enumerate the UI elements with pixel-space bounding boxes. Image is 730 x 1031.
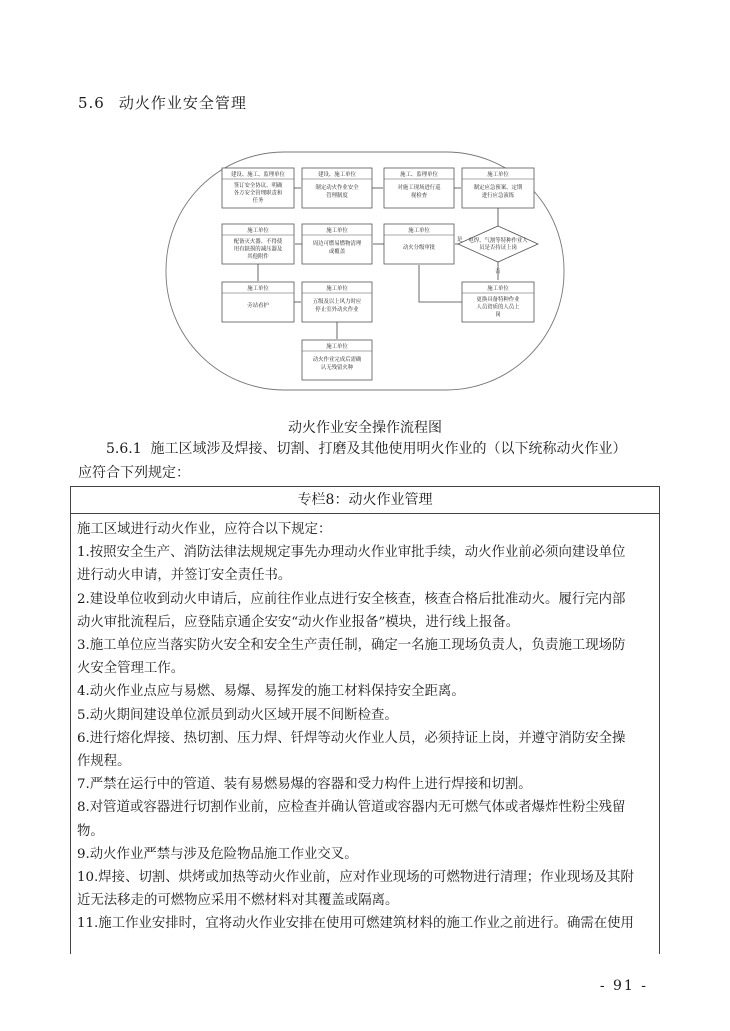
box-line: 5.动火期间建设单位派员到动火区域开展不间断检查。: [77, 707, 398, 723]
flow-node-line: 管理制度: [326, 193, 348, 199]
box-line: 施工区域进行动火作业，应符合以下规定：: [77, 522, 332, 537]
flow-node-line: 动火分级审批: [402, 245, 436, 251]
box-line: 11.施工作业安排时，宜将动火作业安排在使用可燃建筑材料的施工作业之前进行。确需在使用: [77, 916, 634, 932]
box-line: 进行动火申请，并签订安全责任书。: [77, 568, 292, 584]
flow-node-clear-combustibles: [302, 224, 372, 264]
flow-node-line: 五级及以上风力时应: [312, 299, 362, 305]
flow-node-head: 施工单位: [326, 344, 348, 350]
flow-node-head: 施工单位: [487, 172, 509, 178]
flow-node-line: 人员资质的人员上: [476, 304, 520, 311]
flow-node-head: 施工单位: [408, 228, 430, 234]
box-line: 动火审批流程后，应登陆京通企安安“动火作业报备”模块，进行线上报备。: [77, 614, 520, 630]
box-line: 10.焊接、切割、烘烤或加热等动火作业前，应对作业现场的可燃物进行清理；作业现场及其附: [77, 870, 634, 886]
figure-caption: 动火作业安全操作流程图: [288, 420, 442, 436]
box-line: 物。: [77, 823, 104, 839]
flow-node-replace-personnel: [462, 282, 534, 322]
flow-node-line: 岗: [495, 312, 501, 318]
box-line: 作规程。: [77, 754, 131, 770]
flow-node-line: 制定动火作业安全: [315, 185, 359, 191]
flow-node-confirm-no-fire: [302, 340, 372, 380]
clause-text: 施工区域涉及焊接、切割、打磨及其他使用明火作业的（以下统称动火作业）应符合下列规定：: [78, 441, 627, 481]
column-box: [70, 486, 660, 954]
flow-node-site-inspection: [384, 168, 454, 208]
flow-node-line: 视检查: [410, 193, 428, 199]
flow-node-head: 施工单位: [247, 228, 269, 234]
section-number: 5.6: [78, 94, 105, 112]
box-line: 2.建设单位收到动火申请后，应前往作业点进行安全核查，核查合格后批准动火。履行完内部: [77, 591, 626, 607]
flow-node-line: 配备灭火器、不得使: [233, 239, 283, 245]
flow-yes-label: 是: [457, 237, 463, 243]
section-title: 动火作业安全管理: [118, 94, 247, 112]
page-number: - 91 -: [599, 978, 648, 994]
flow-node-line: 制定应急预案、定期: [473, 185, 523, 191]
flow-node-safety-system: [302, 168, 372, 208]
flow-node-line: 任务: [252, 198, 264, 204]
clause-number: 5.6.1: [106, 441, 142, 457]
column-box-title: 专栏8：动火作业管理: [71, 487, 659, 514]
flow-node-line: 电焊、气割等特种作业人: [468, 238, 528, 244]
flow-node-line: 周边可燃易燃物清理: [312, 241, 362, 247]
flow-node-line: 各方安全管理职责和: [233, 190, 283, 197]
box-line: 近无法移走的可燃物应采用不燃材料对其覆盖或隔离。: [77, 893, 399, 909]
flow-node-supervise: [222, 282, 294, 322]
box-line: 3.施工单位应当落实防火安全和安全生产责任制，确定一名施工现场负责人，负责施工现场防: [77, 638, 626, 654]
flow-node-head: 施工、监理单位: [400, 172, 438, 178]
flow-node-extinguisher: [222, 224, 294, 264]
flow-node-certified-check: [458, 226, 538, 262]
flow-node-head: 施工单位: [487, 286, 509, 292]
flowchart: [160, 148, 570, 394]
flow-node-wind-stop: [302, 282, 372, 322]
flow-node-line: 签订安全协议、明确: [233, 183, 283, 189]
box-line: 4.动火作业点应与易燃、易爆、易挥发的施工材料保持安全距离。: [77, 684, 465, 700]
box-line: 1.按照安全生产、消防法律法规规定事先办理动火作业审批手续，动火作业前必须向建设单位: [77, 545, 626, 561]
flow-no-label: 否: [495, 269, 501, 275]
flow-node-line: 旁站看护: [247, 303, 269, 309]
flow-node-head: 建设、施工单位: [318, 172, 356, 178]
flow-node-head: 施工单位: [247, 286, 269, 292]
box-line: 9.动火作业严禁与涉及危险物品施工作业交叉。: [77, 846, 358, 862]
flow-node-head: 施工单位: [326, 228, 348, 234]
section-heading: [78, 92, 247, 113]
flow-node-line: 停止室外动火作业: [315, 307, 359, 313]
box-line: 火安全管理工作。: [77, 661, 185, 677]
flow-node-line: 其他附件: [247, 254, 269, 260]
clause-paragraph: [78, 437, 638, 485]
flow-node-line: 员是否持证上岗: [479, 245, 517, 251]
flow-node-line: 对施工现场进行巡: [397, 185, 441, 191]
box-line: 7.严禁在运行中的管道、装有易燃易爆的容器和受力构件上进行焊接和切割。: [77, 777, 532, 793]
box-line: 6.进行熔化焊接、热切割、压力焊、钎焊等动火作业人员，必须持证上岗，并遵守消防安全操: [77, 730, 626, 746]
flow-node-line: 更换具备特种作业: [476, 297, 520, 303]
flow-node-line: 进行应急演练: [481, 193, 515, 199]
column-box-body: [71, 514, 659, 936]
flow-node-line: 用有缺损的减压器及: [233, 246, 283, 253]
flow-node-line: 或覆盖: [328, 249, 346, 255]
flow-node-line: 动火作业完成后需确: [312, 357, 362, 363]
flow-node-sign-agreement: [222, 168, 294, 208]
flow-node-approval: [384, 224, 454, 264]
flow-node-head: 建设、施工、监理单位: [231, 172, 285, 178]
flow-node-emergency-plan: [462, 168, 534, 208]
box-line: 8.对管道或容器进行切割作业前，应检查并确认管道或容器内无可燃气体或者爆炸性粉尘残留: [77, 800, 626, 816]
flow-node-line: 认无残留火种: [320, 365, 354, 371]
flow-node-head: 施工单位: [326, 286, 348, 292]
